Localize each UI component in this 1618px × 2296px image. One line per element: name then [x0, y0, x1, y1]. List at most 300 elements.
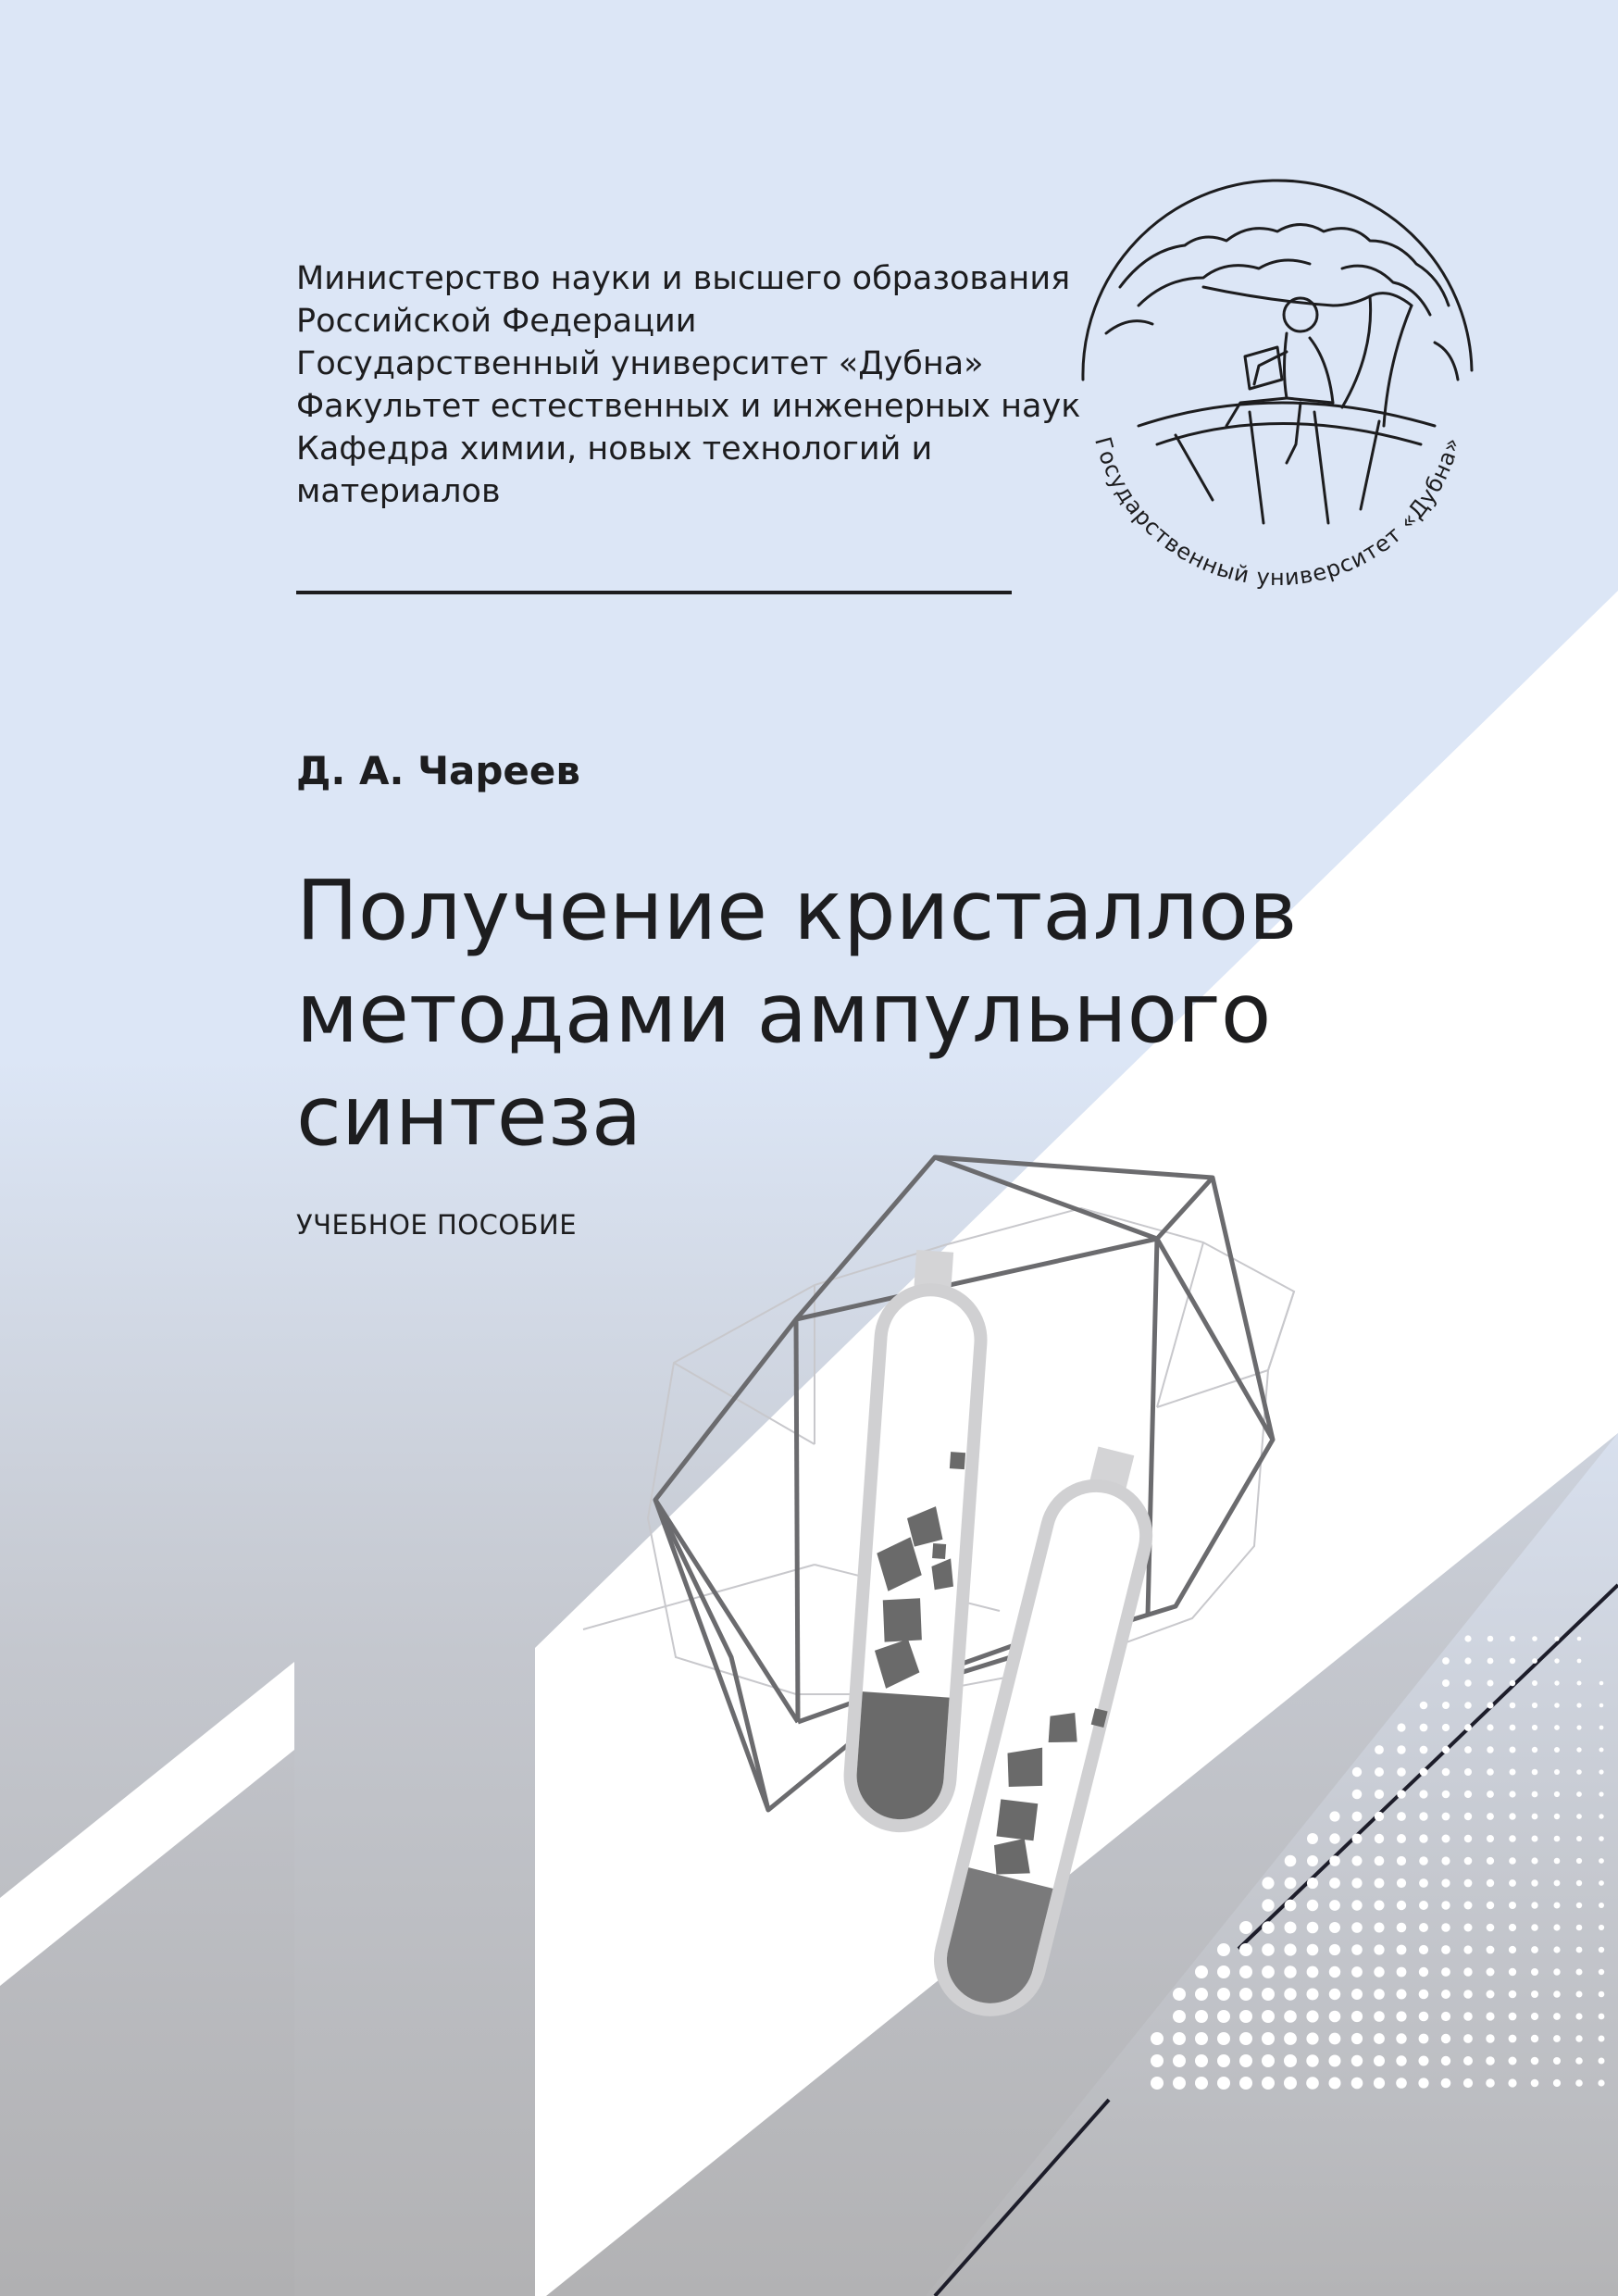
halftone-dot — [1375, 1790, 1384, 1799]
halftone-dot — [1441, 2078, 1451, 2089]
halftone-dot — [1351, 1900, 1362, 1910]
halftone-dot — [1329, 2078, 1341, 2090]
affiliation-line: Кафедра химии, новых технологий и — [296, 430, 933, 468]
halftone-dot — [1487, 1813, 1494, 1820]
halftone-dot — [1441, 1990, 1450, 1999]
halftone-dot — [1531, 2079, 1539, 2088]
halftone-dot — [1442, 1657, 1450, 1665]
halftone-dot — [1599, 1991, 1605, 1998]
halftone-dot — [1441, 1923, 1450, 1932]
halftone-dot — [1531, 1857, 1537, 1864]
halftone-dot — [1463, 2034, 1473, 2043]
halftone-dot — [1598, 2079, 1604, 2086]
halftone-dot — [1285, 1855, 1297, 1867]
halftone-dot — [1285, 1878, 1297, 1890]
halftone-dot — [1463, 2078, 1473, 2088]
halftone-dot — [1195, 2077, 1208, 2090]
halftone-dot — [1329, 1966, 1340, 1978]
halftone-dot — [1217, 2077, 1230, 2090]
halftone-dot — [1397, 1723, 1405, 1731]
halftone-dot — [1307, 1944, 1319, 1956]
halftone-dot — [1284, 1943, 1296, 1955]
halftone-dot — [1599, 2058, 1605, 2065]
halftone-dot — [1509, 1990, 1517, 1999]
halftone-dot — [1553, 1924, 1560, 1930]
halftone-dot — [1554, 1903, 1561, 1909]
halftone-dot — [1419, 1790, 1427, 1798]
halftone-dot — [1442, 1791, 1450, 1799]
halftone-dot — [1464, 1679, 1471, 1686]
halftone-dot — [1576, 1791, 1582, 1797]
halftone-dot — [1531, 1924, 1538, 1931]
halftone-dot — [1396, 2033, 1406, 2043]
halftone-dot — [1464, 1857, 1473, 1866]
halftone-dot — [1239, 2054, 1252, 2067]
halftone-dot — [1509, 1946, 1516, 1953]
halftone-dot — [1375, 1856, 1385, 1866]
halftone-dot — [1463, 1990, 1473, 1999]
affiliation-line: Министерство науки и высшего образования — [296, 260, 1071, 297]
halftone-dot — [1262, 1899, 1274, 1911]
halftone-dot — [1442, 1746, 1450, 1753]
halftone-dot — [1419, 1834, 1427, 1842]
halftone-dot — [1487, 1724, 1493, 1730]
author-name: Д. А. Чареев — [296, 748, 580, 793]
halftone-dot — [1239, 1988, 1252, 2001]
halftone-dot — [1510, 1703, 1516, 1709]
halftone-dot — [1464, 1702, 1472, 1709]
halftone-dot — [1173, 2077, 1186, 2090]
halftone-dot — [1329, 2011, 1341, 2023]
halftone-dot — [1239, 2032, 1252, 2045]
halftone-dot — [1352, 1834, 1363, 1844]
halftone-dot — [1420, 1702, 1428, 1710]
halftone-dot — [1599, 1769, 1603, 1774]
halftone-dot — [1576, 1969, 1583, 1976]
halftone-dot — [1442, 1768, 1450, 1777]
halftone-dot — [1510, 1658, 1515, 1664]
halftone-dot — [1217, 1943, 1230, 1956]
halftone-dot — [1509, 2057, 1517, 2065]
halftone-dot — [1351, 2011, 1363, 2022]
halftone-dot — [1284, 2054, 1297, 2067]
halftone-dot — [1508, 2078, 1516, 2087]
halftone-dot — [1463, 1967, 1472, 1976]
halftone-dot — [1441, 1901, 1450, 1909]
halftone-dot — [1419, 2056, 1429, 2066]
halftone-dot — [1553, 2013, 1561, 2020]
halftone-dot — [1509, 1879, 1516, 1887]
halftone-dot — [1554, 1658, 1559, 1663]
halftone-dot — [1374, 2011, 1385, 2022]
halftone-dot — [1352, 1767, 1362, 1777]
halftone-dot — [1532, 1658, 1537, 1664]
halftone-dot — [1374, 1989, 1385, 2000]
halftone-dot — [1419, 1923, 1428, 1932]
halftone-dot — [1397, 1745, 1405, 1753]
halftone-dot — [1262, 2032, 1275, 2045]
halftone-dot — [1419, 2012, 1429, 2022]
halftone-dot — [1441, 2034, 1450, 2043]
halftone-dot — [1397, 1790, 1406, 1799]
halftone-dot — [1487, 1857, 1494, 1865]
halftone-dot — [1464, 1746, 1472, 1753]
halftone-dot — [1239, 2077, 1252, 2090]
halftone-dot — [1463, 1945, 1472, 1953]
halftone-dot — [1487, 1791, 1494, 1798]
halftone-dot — [1396, 2078, 1407, 2089]
halftone-dot — [1374, 2055, 1385, 2066]
halftone-dot — [1509, 1813, 1515, 1819]
halftone-dot — [1285, 1900, 1297, 1912]
halftone-dot — [1531, 1946, 1538, 1953]
book-subtitle: УЧЕБНОЕ ПОСОБИЕ — [296, 1209, 578, 1241]
halftone-dot — [1487, 1990, 1495, 1999]
halftone-dot — [1306, 2010, 1318, 2022]
halftone-dot — [1397, 1923, 1407, 1933]
halftone-dot — [1575, 2013, 1582, 2019]
halftone-dot — [1531, 1879, 1537, 1886]
halftone-dot — [1374, 2033, 1385, 2044]
halftone-dot — [1374, 1966, 1384, 1977]
halftone-dot — [1329, 1922, 1340, 1933]
halftone-dot — [1464, 1902, 1473, 1910]
halftone-dot — [1420, 1768, 1428, 1777]
halftone-dot — [1532, 1747, 1537, 1753]
halftone-dot — [1509, 1924, 1516, 1931]
halftone-dot — [1442, 1724, 1450, 1731]
halftone-dot — [1531, 2057, 1539, 2065]
halftone-dot — [1441, 1945, 1450, 1954]
halftone-dot — [1419, 1945, 1428, 1954]
halftone-dot — [1464, 1791, 1472, 1798]
halftone-dot — [1419, 1878, 1428, 1888]
halftone-dot — [1464, 1635, 1471, 1641]
svg-text:Государственный университет «Д — [1089, 434, 1465, 591]
halftone-dot — [1441, 2056, 1450, 2065]
halftone-dot — [1464, 1835, 1472, 1842]
halftone-dot — [1531, 2035, 1538, 2042]
halftone-dot — [1554, 1880, 1561, 1887]
halftone-dot — [1487, 1946, 1495, 1954]
halftone-dot — [1419, 1967, 1428, 1977]
halftone-dot — [1351, 2078, 1363, 2090]
logo-ring-text: Государственный университет «Дубна» — [1089, 433, 1465, 592]
halftone-dot — [1329, 2033, 1341, 2045]
halftone-dot — [1576, 1903, 1582, 1908]
halftone-dot — [1306, 2032, 1318, 2044]
halftone-dot — [1576, 1991, 1583, 1998]
halftone-dot — [1217, 1965, 1230, 1978]
halftone-dot — [1217, 2054, 1230, 2067]
halftone-dot — [1442, 1702, 1450, 1709]
halftone-dot — [1510, 1747, 1516, 1753]
halftone-dot — [1599, 1681, 1604, 1686]
halftone-dot — [1509, 2035, 1517, 2043]
halftone-dot — [1599, 2014, 1605, 2020]
title-line: Получение кристаллов — [296, 862, 1298, 958]
halftone-dot — [1599, 1947, 1604, 1953]
halftone-dot — [1509, 2013, 1517, 2021]
halftone-dot — [1441, 1856, 1450, 1865]
halftone-dot — [1419, 1990, 1429, 2000]
halftone-dot — [1374, 2078, 1385, 2089]
halftone-dot — [1464, 1657, 1471, 1664]
halftone-dot — [1217, 2010, 1230, 2023]
halftone-dot — [1553, 1946, 1560, 1953]
halftone-dot — [1532, 1814, 1538, 1820]
halftone-dot — [1599, 1903, 1604, 1908]
halftone-dot — [1284, 1988, 1296, 2000]
halftone-dot — [1487, 1968, 1495, 1977]
halftone-dot — [1351, 1944, 1363, 1955]
halftone-dot — [1487, 1702, 1493, 1708]
halftone-dot — [1329, 1811, 1339, 1821]
halftone-dot — [1306, 2077, 1319, 2090]
halftone-dot — [1418, 2078, 1428, 2088]
halftone-dot — [1195, 2054, 1208, 2067]
title-line: методами ампульного — [296, 965, 1272, 1061]
halftone-dot — [1419, 1901, 1428, 1910]
halftone-dot — [1464, 1768, 1472, 1776]
halftone-dot — [1352, 1790, 1363, 1800]
halftone-dot — [1576, 1725, 1581, 1729]
halftone-dot — [1375, 1834, 1384, 1843]
halftone-dot — [1329, 1944, 1340, 1955]
halftone-dot — [1487, 1768, 1494, 1776]
halftone-dot — [1397, 1812, 1406, 1821]
halftone-dot — [1599, 1858, 1604, 1864]
halftone-dot — [1329, 1900, 1340, 1911]
book-title — [296, 859, 1361, 1167]
halftone-dot — [1284, 1965, 1296, 1978]
halftone-dot — [1397, 1878, 1406, 1888]
halftone-dot — [1396, 2055, 1406, 2065]
halftone-dot — [1509, 1968, 1516, 1976]
halftone-dot — [1442, 1813, 1450, 1821]
halftone-dot — [1397, 1856, 1406, 1866]
halftone-dot — [1554, 1836, 1561, 1842]
halftone-dot — [1262, 1921, 1275, 1934]
halftone-dot — [1284, 2010, 1297, 2023]
halftone-dot — [1576, 1925, 1583, 1931]
halftone-dot — [1397, 1945, 1407, 1955]
halftone-dot — [1487, 1680, 1494, 1687]
halftone-dot — [1576, 1769, 1582, 1775]
halftone-dot — [1464, 1924, 1473, 1932]
affiliation-line: Факультет естественных и инженерных наук — [296, 388, 1081, 425]
halftone-dot — [1554, 1725, 1560, 1730]
halftone-dot — [1486, 2034, 1494, 2042]
halftone-dot — [1486, 2056, 1495, 2065]
affiliation-line: материалов — [296, 473, 501, 510]
halftone-dot — [1419, 2034, 1429, 2044]
halftone-dot — [1173, 1988, 1186, 2001]
halftone-dot — [1554, 1703, 1560, 1708]
halftone-dot — [1397, 1990, 1407, 2000]
affiliation-line: Российской Федерации — [296, 303, 697, 340]
halftone-dot — [1217, 1988, 1230, 2001]
halftone-dot — [1151, 2032, 1164, 2045]
affiliation-line: Государственный университет «Дубна» — [296, 345, 984, 382]
halftone-dot — [1599, 1748, 1604, 1753]
halftone-dot — [1576, 1703, 1581, 1707]
halftone-dot — [1397, 1767, 1406, 1777]
halftone-dot — [1532, 1703, 1537, 1708]
halftone-dot — [1419, 1856, 1428, 1866]
halftone-dot — [1195, 1965, 1208, 1978]
halftone-dot — [1262, 2010, 1275, 2023]
halftone-dot — [1576, 1747, 1581, 1752]
halftone-dot — [1239, 1943, 1252, 1956]
halftone-dot — [1262, 1943, 1275, 1956]
halftone-dot — [1576, 1836, 1582, 1841]
halftone-dot — [1532, 1836, 1538, 1842]
halftone-dot — [1599, 1726, 1604, 1730]
halftone-dot — [1463, 2012, 1473, 2021]
halftone-dot — [1486, 2012, 1494, 2020]
halftone-dot — [1553, 1968, 1560, 1975]
halftone-dot — [1487, 1658, 1494, 1665]
halftone-dot — [1419, 1812, 1427, 1820]
halftone-dot — [1487, 1924, 1495, 1932]
halftone-dot — [1577, 1659, 1582, 1664]
halftone-dot — [1442, 1835, 1450, 1843]
halftone-dot — [1599, 2036, 1605, 2042]
halftone-dot — [1375, 1901, 1385, 1911]
halftone-dot — [1351, 1966, 1363, 1978]
halftone-dot — [1375, 1812, 1384, 1821]
halftone-dot — [1487, 1746, 1493, 1753]
halftone-dot — [1307, 1855, 1318, 1866]
halftone-dot — [1553, 1990, 1561, 1998]
halftone-dot — [1464, 1724, 1472, 1731]
halftone-dot — [1375, 1745, 1384, 1754]
halftone-dot — [1576, 1947, 1583, 1953]
halftone-dot — [1487, 1879, 1494, 1887]
halftone-dot — [1531, 1902, 1537, 1908]
halftone-dot — [1375, 1767, 1384, 1777]
halftone-dot — [1397, 1834, 1406, 1843]
halftone-dot — [1284, 2077, 1297, 2090]
halftone-dot — [1375, 1878, 1385, 1889]
affiliation-block — [296, 257, 1081, 513]
halftone-dot — [1397, 1901, 1406, 1910]
halftone-dot — [1374, 1944, 1384, 1954]
halftone-dot — [1554, 1858, 1561, 1865]
halftone-dot — [1532, 1791, 1538, 1798]
halftone-dot — [1577, 1637, 1582, 1641]
university-logo — [1064, 167, 1490, 602]
halftone-dot — [1510, 1636, 1515, 1641]
halftone-dot — [1554, 1814, 1560, 1819]
halftone-dot — [1307, 1922, 1319, 1934]
halftone-dot — [1351, 1878, 1362, 1888]
halftone-dot — [1486, 2078, 1495, 2088]
halftone-dot — [1151, 2077, 1164, 2090]
halftone-dot — [1575, 2079, 1583, 2087]
halftone-dot — [1306, 2054, 1318, 2066]
halftone-dot — [1510, 1680, 1515, 1686]
halftone-dot — [1575, 2057, 1583, 2065]
halftone-dot — [1576, 1814, 1582, 1819]
halftone-dot — [1464, 1879, 1473, 1888]
halftone-dot — [1532, 1725, 1537, 1730]
halftone-dot — [1509, 1857, 1516, 1865]
halftone-dot — [1262, 1988, 1275, 2001]
halftone-dot — [1531, 2013, 1538, 2020]
halftone-dot — [1576, 1880, 1582, 1886]
halftone-dot — [1441, 1967, 1450, 1977]
halftone-dot — [1151, 2054, 1164, 2067]
halftone-dot — [1285, 1922, 1297, 1934]
halftone-dot — [1329, 1833, 1339, 1843]
halftone-dot — [1554, 1636, 1559, 1641]
halftone-dot — [1173, 2054, 1186, 2067]
halftone-dot — [1487, 1835, 1494, 1842]
halftone-dot — [1307, 1900, 1318, 1911]
halftone-dot — [1217, 2032, 1230, 2045]
halftone-dot — [1510, 1725, 1516, 1731]
halftone-dot — [1307, 1989, 1319, 2001]
halftone-dot — [1420, 1746, 1428, 1754]
halftone-dot — [1195, 2010, 1208, 2023]
halftone-dot — [1553, 2035, 1561, 2042]
halftone-dot — [1553, 2057, 1561, 2065]
halftone-dot — [1531, 1990, 1538, 1998]
halftone-dot — [1599, 1925, 1604, 1930]
halftone-dot — [1262, 2054, 1275, 2067]
divider-rule — [296, 591, 1012, 594]
halftone-dot — [1599, 1836, 1604, 1841]
halftone-dot — [1599, 1814, 1603, 1818]
halftone-dot — [1239, 2010, 1252, 2023]
halftone-dot — [1307, 1878, 1318, 1889]
halftone-dot — [1284, 2032, 1297, 2045]
halftone-dot — [1351, 2033, 1363, 2044]
halftone-dot — [1463, 2056, 1473, 2065]
halftone-dot — [1397, 1967, 1407, 1978]
halftone-dot — [1599, 1880, 1604, 1886]
halftone-dot — [1532, 1680, 1537, 1686]
halftone-dot — [1487, 1902, 1494, 1909]
halftone-dot — [1307, 1833, 1318, 1844]
halftone-dot — [1329, 1855, 1340, 1866]
halftone-dot — [1553, 2079, 1561, 2087]
halftone-dot — [1329, 1878, 1340, 1889]
halftone-dot — [1576, 1858, 1582, 1864]
halftone-dot — [1532, 1636, 1537, 1641]
halftone-dot — [1195, 1988, 1208, 2001]
halftone-dot — [1396, 2011, 1406, 2021]
halftone-dot — [1554, 1747, 1560, 1753]
halftone-dot — [1262, 2077, 1275, 2090]
halftone-dot — [1509, 1791, 1515, 1797]
halftone-dot — [1509, 1902, 1516, 1909]
halftone-dot — [1262, 1965, 1275, 1978]
halftone-dot — [1239, 1965, 1252, 1978]
halftone-dot — [1554, 1791, 1560, 1797]
halftone-dot — [1554, 1769, 1560, 1775]
halftone-dot — [1599, 1791, 1603, 1796]
halftone-dot — [1329, 2055, 1341, 2067]
halftone-dot — [1442, 1679, 1450, 1687]
halftone-dot — [1464, 1813, 1472, 1820]
halftone-dot — [1577, 1681, 1582, 1686]
halftone-dot — [1554, 1680, 1559, 1685]
halftone-dot — [1351, 1989, 1363, 2000]
halftone-dot — [1195, 2032, 1208, 2045]
